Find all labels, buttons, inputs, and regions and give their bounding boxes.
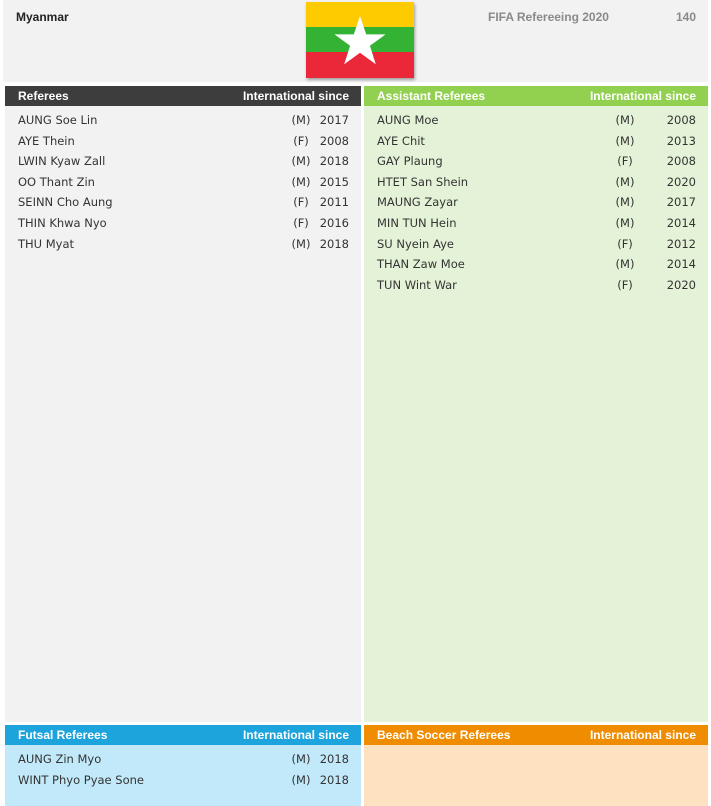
international-since-year: 2017: [666, 195, 696, 210]
referee-gender: (M): [615, 174, 635, 189]
referee-gender: (F): [293, 133, 309, 148]
beach-soccer-referees-panel: [364, 725, 708, 806]
referee-gender: (M): [291, 236, 311, 251]
referee-gender: (M): [615, 216, 635, 230]
referee-name: AUNG Moe: [377, 113, 439, 127]
list-item: [364, 255, 708, 275]
referees-since-label: International since: [242, 89, 349, 103]
list-item: [5, 214, 361, 234]
referee-gender: (F): [617, 154, 633, 169]
list-item: [364, 193, 708, 213]
list-item: [5, 750, 361, 770]
international-since-year: 2012: [666, 236, 696, 251]
referee-gender: (M): [291, 154, 311, 169]
beach-soccer-referees-title: Beach Soccer Referees: [377, 728, 511, 742]
flag-stripe-red: [306, 52, 414, 78]
beach-soccer-referees-list: [364, 745, 708, 806]
referee-name: THU Myat: [18, 236, 75, 251]
international-since-year: 2008: [666, 113, 696, 127]
list-item: [5, 173, 361, 193]
referee-name: SU Nyein Aye: [377, 236, 454, 251]
list-item: [5, 152, 361, 172]
list-item: [364, 214, 708, 234]
list-item: [364, 132, 708, 152]
referee-name: MIN TUN Hein: [377, 216, 457, 230]
list-item: [5, 235, 361, 255]
referee-name: TUN Wint War: [377, 277, 457, 292]
international-since-year: 2020: [666, 277, 696, 292]
referee-name: AYE Chit: [377, 133, 425, 148]
referee-gender: (F): [293, 216, 309, 230]
referee-name: SEINN Cho Aung: [18, 195, 113, 210]
referee-name: GAY Plaung: [377, 154, 443, 169]
referee-name: LWIN Kyaw Zall: [18, 154, 106, 169]
international-since-year: 2013: [666, 133, 696, 148]
assistant-referees-list: [364, 106, 708, 722]
list-item: [364, 235, 708, 255]
futsal-referees-header: [5, 725, 361, 745]
referee-gender: (M): [615, 195, 635, 210]
referee-name: AUNG Soe Lin: [18, 113, 98, 127]
referee-name: HTET San Shein: [377, 174, 469, 189]
international-since-year: 2014: [666, 216, 696, 230]
referee-gender: (F): [293, 195, 309, 210]
myanmar-flag-icon: [306, 2, 414, 78]
list-item: [5, 193, 361, 213]
list-item: [5, 771, 361, 791]
list-item: [364, 111, 708, 131]
referee-gender: (M): [615, 133, 635, 148]
referee-name: WINT Phyo Pyae Sone: [18, 772, 144, 787]
international-since-year: 2015: [319, 174, 349, 189]
futsal-referees-list: [5, 745, 361, 806]
referees-title: Referees: [18, 89, 69, 103]
referee-gender: (F): [617, 277, 633, 292]
international-since-year: 2011: [319, 195, 349, 210]
referee-gender: (M): [291, 113, 311, 127]
assistant-referees-title: Assistant Referees: [377, 89, 486, 103]
referee-gender: (M): [291, 772, 311, 787]
international-since-year: 2016: [319, 216, 349, 230]
international-since-year: 2018: [319, 154, 349, 169]
country-name: Myanmar: [16, 10, 69, 24]
referee-name: OO Thant Zin: [18, 174, 95, 189]
list-item: [5, 132, 361, 152]
referee-name: THAN Zaw Moe: [377, 257, 465, 272]
futsal-referees-title: Futsal Referees: [18, 728, 108, 742]
international-since-year: 2020: [666, 174, 696, 189]
assistant-referees-panel: [364, 86, 708, 722]
international-since-year: 2018: [319, 772, 349, 787]
international-since-year: 2018: [319, 236, 349, 251]
referee-name: MAUNG Zayar: [377, 195, 458, 210]
list-item: [364, 276, 708, 296]
beach-soccer-referees-header: [364, 725, 708, 745]
referees-list: [5, 106, 361, 722]
referees-panel: [5, 86, 361, 722]
referee-name: AYE Thein: [18, 133, 75, 148]
international-since-year: 2017: [319, 113, 349, 127]
list-item: [364, 152, 708, 172]
assistant-referees-since-label: International since: [589, 89, 696, 103]
international-since-year: 2008: [666, 154, 696, 169]
referees-header: [5, 86, 361, 106]
referee-gender: (M): [615, 113, 635, 127]
page-number: 140: [675, 10, 696, 24]
list-item: [364, 173, 708, 193]
list-item: [5, 111, 361, 131]
referee-gender: (M): [291, 752, 311, 766]
assistant-referees-header: [364, 86, 708, 106]
international-since-year: 2018: [319, 752, 349, 766]
referee-gender: (F): [617, 236, 633, 251]
beach-soccer-referees-since-label: International since: [589, 728, 696, 742]
futsal-referees-since-label: International since: [242, 728, 349, 742]
publication-title: FIFA Refereeing 2020: [488, 10, 609, 24]
referee-name: THIN Khwa Nyo: [18, 216, 107, 230]
futsal-referees-panel: [5, 725, 361, 806]
referee-name: AUNG Zin Myo: [18, 752, 102, 766]
referee-gender: (M): [615, 257, 635, 272]
international-since-year: 2014: [666, 257, 696, 272]
referee-gender: (M): [291, 174, 311, 189]
international-since-year: 2008: [319, 133, 349, 148]
